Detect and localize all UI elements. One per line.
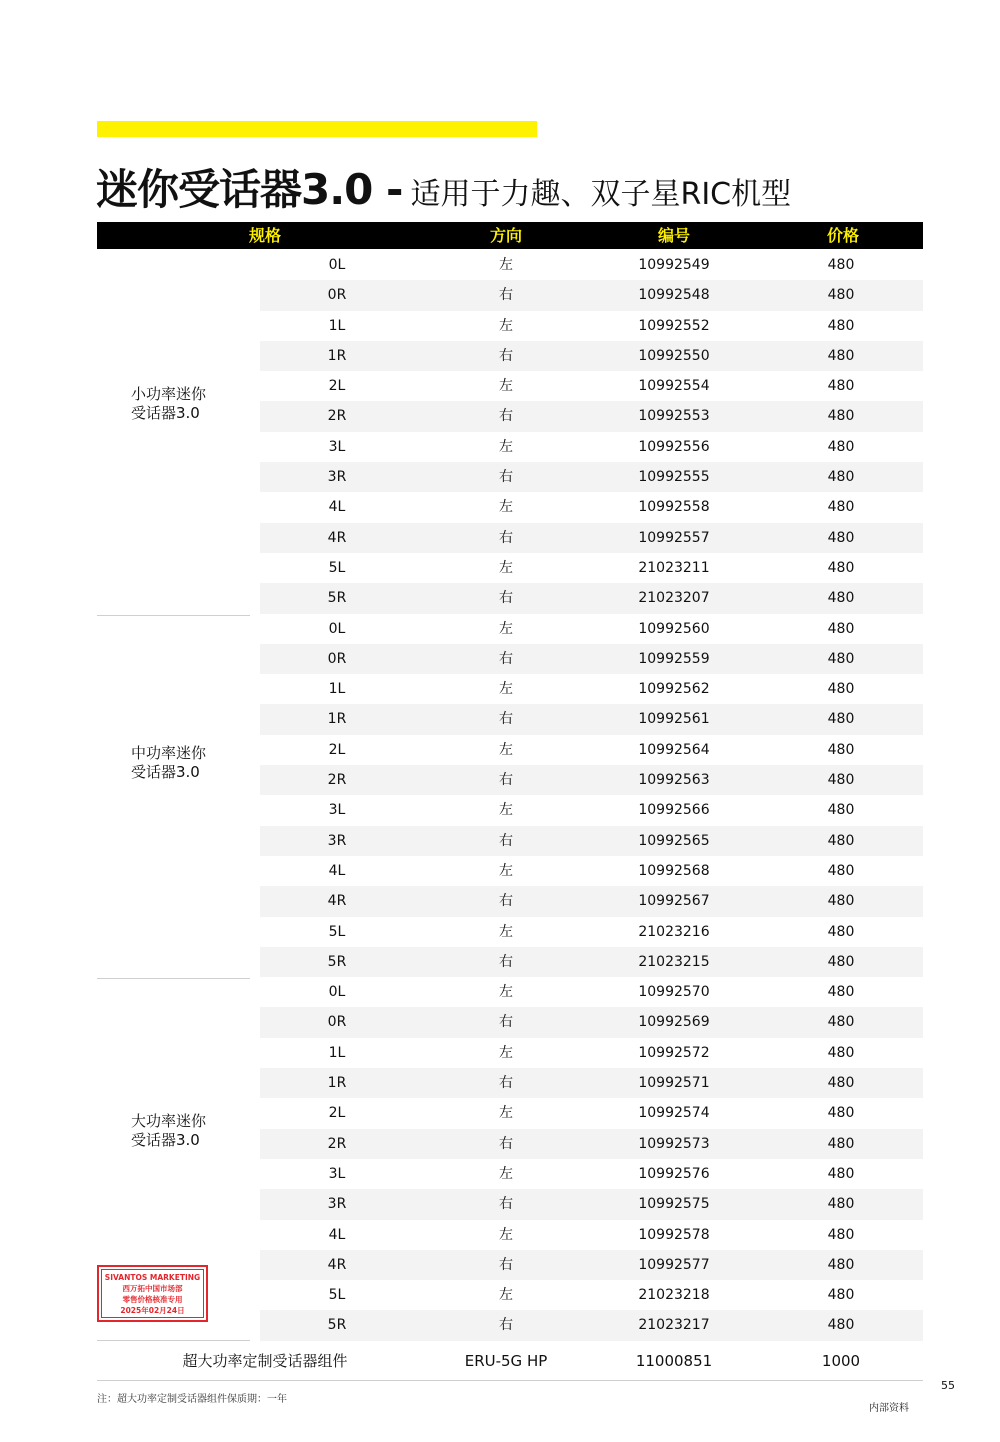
- cell-code: 10992565: [638, 832, 710, 849]
- cell-direction: 左: [499, 559, 513, 576]
- table-row: [260, 492, 923, 522]
- cell-direction: 左: [499, 741, 513, 758]
- table-row: [260, 704, 923, 734]
- cell-code: 10992552: [638, 317, 710, 334]
- cell-direction: 右: [499, 529, 513, 546]
- table-row: [260, 553, 923, 583]
- cell-price: 1000: [821, 1352, 861, 1370]
- cell-code: 10992561: [638, 711, 710, 728]
- cell-code: 10992560: [638, 620, 710, 637]
- group-label-line: 受话器3.0: [131, 763, 200, 781]
- cell-spec: 5L: [328, 559, 346, 576]
- cell-price: 480: [827, 862, 855, 879]
- cell-direction: 右: [499, 772, 513, 789]
- table-row: [260, 674, 923, 704]
- group-label-small-power: [131, 385, 206, 423]
- group-label-line: 受话器3.0: [131, 1131, 200, 1149]
- cell-spec: 1L: [328, 1044, 346, 1061]
- group-label-medium-power: [131, 744, 206, 782]
- group-label-line: 受话器3.0: [131, 404, 200, 422]
- cell-direction: 左: [499, 681, 513, 698]
- column-header-price: 价格: [826, 226, 860, 245]
- cell-price: 480: [827, 1044, 855, 1061]
- cell-direction: 右: [499, 650, 513, 667]
- cell-spec: 4L: [328, 1226, 346, 1243]
- table-row: [260, 401, 923, 431]
- table-row: [260, 1310, 923, 1340]
- table-row: [260, 1098, 923, 1128]
- table-row: [260, 371, 923, 401]
- table-row: [260, 795, 923, 825]
- cell-direction: 右: [499, 590, 513, 607]
- table-row: [260, 583, 923, 613]
- table-row: [260, 856, 923, 886]
- cell-direction: 左: [499, 257, 513, 273]
- cell-code: 10992574: [638, 1105, 710, 1122]
- cell-spec: 4L: [328, 862, 346, 879]
- cell-spec: 4L: [328, 499, 346, 516]
- table-row: [260, 311, 923, 341]
- cell-price: 480: [827, 590, 855, 607]
- cell-spec: 2L: [328, 741, 346, 758]
- cell-direction: 左: [499, 1226, 513, 1243]
- table-body: [260, 250, 923, 1341]
- table-row: [260, 250, 923, 280]
- cell-price: 480: [827, 681, 855, 698]
- table-row: [260, 886, 923, 916]
- column-header-direction: 方向: [489, 226, 523, 245]
- column-header-spec: 规格: [248, 226, 282, 245]
- table-row: [260, 1189, 923, 1219]
- title-main: 迷你受话器3.0 -: [96, 165, 403, 214]
- cell-direction: 左: [499, 1105, 513, 1122]
- cell-direction: 右: [499, 953, 513, 970]
- cell-price: 480: [827, 1135, 855, 1152]
- table-row: [260, 523, 923, 553]
- table-row: [260, 947, 923, 977]
- cell-price: 480: [827, 1014, 855, 1031]
- cell-spec: 1L: [328, 317, 346, 334]
- cell-price: 480: [827, 1075, 855, 1092]
- cell-code: 10992559: [638, 650, 710, 667]
- cell-spec: 2R: [327, 408, 347, 425]
- cell-price: 480: [827, 378, 855, 395]
- cell-direction: 左: [499, 862, 513, 879]
- cell-spec: 2R: [327, 1135, 347, 1152]
- cell-spec: ERU-5G HP: [464, 1352, 548, 1370]
- cell-code: 10992573: [638, 1135, 710, 1152]
- table-row: [260, 1280, 923, 1310]
- cell-spec: 3L: [328, 438, 346, 455]
- stamp-line: SIVANTOS MARKETING: [104, 1273, 201, 1282]
- cell-direction: 左: [499, 317, 513, 334]
- table-row: [260, 1007, 923, 1037]
- cell-price: 480: [827, 772, 855, 789]
- cell-spec: 2L: [328, 378, 346, 395]
- cell-spec: 0L: [328, 984, 346, 1001]
- cell-code: 10992563: [638, 772, 710, 789]
- stamp-line: 零售价格核准专用: [122, 1295, 183, 1304]
- cell-code: 10992572: [638, 1044, 710, 1061]
- stamp-line: 西万拓中国市场部: [122, 1284, 183, 1293]
- cell-code: 10992548: [638, 287, 710, 304]
- column-header-code: 编号: [657, 226, 691, 245]
- cell-code: 10992567: [638, 893, 710, 910]
- table-row: [260, 826, 923, 856]
- table-row: [260, 1159, 923, 1189]
- internal-label: 内部资料: [869, 1403, 909, 1414]
- cell-direction: 右: [499, 1135, 513, 1152]
- cell-name: 超大功率定制受话器组件: [182, 1352, 348, 1370]
- cell-direction: 右: [499, 1196, 513, 1213]
- table-row: [260, 765, 923, 795]
- cell-price: 480: [827, 711, 855, 728]
- group-label-high-power: [131, 1112, 206, 1150]
- cell-spec: 3R: [327, 832, 347, 849]
- group-divider: [97, 615, 250, 616]
- cell-price: 480: [827, 347, 855, 364]
- cell-code: 10992562: [638, 681, 710, 698]
- group-divider: [97, 1340, 250, 1341]
- cell-price: 480: [827, 923, 855, 940]
- cell-spec: 1R: [327, 711, 347, 728]
- table-row: [260, 1129, 923, 1159]
- cell-spec: 2R: [327, 772, 347, 789]
- cell-code: 10992557: [638, 529, 710, 546]
- title-subtitle: 适用于力趣、双子星RIC机型: [410, 177, 792, 212]
- cell-direction: 左: [499, 620, 513, 637]
- cell-code: 10992568: [638, 862, 710, 879]
- table-row: [260, 735, 923, 765]
- cell-direction: 右: [499, 408, 513, 425]
- cell-price: 480: [827, 650, 855, 667]
- cell-code: 10992570: [638, 984, 710, 1001]
- cell-direction: 左: [499, 499, 513, 516]
- cell-direction: 右: [499, 711, 513, 728]
- table-row: [260, 341, 923, 371]
- cell-spec: 0R: [327, 650, 347, 667]
- cell-spec: 3R: [327, 469, 347, 486]
- cell-spec: 1R: [327, 1075, 347, 1092]
- cell-direction: 右: [499, 469, 513, 486]
- cell-direction: 右: [499, 893, 513, 910]
- cell-direction: 右: [499, 1075, 513, 1092]
- cell-price: 480: [827, 802, 855, 819]
- cell-direction: 左: [499, 438, 513, 455]
- cell-code: 10992556: [638, 438, 710, 455]
- cell-code: 10992554: [638, 378, 710, 395]
- cell-code: 21023218: [638, 1287, 710, 1304]
- accent-bar: [97, 121, 537, 137]
- cell-price: 480: [827, 1317, 855, 1334]
- cell-spec: 0L: [328, 257, 346, 273]
- cell-spec: 4R: [327, 893, 347, 910]
- group-label-line: 大功率迷你: [131, 1112, 207, 1130]
- cell-price: 480: [827, 287, 855, 304]
- cell-code: 21023207: [638, 590, 710, 607]
- table-row-custom-receiver: [97, 1344, 923, 1378]
- cell-spec: 0L: [328, 620, 346, 637]
- cell-code: 10992558: [638, 499, 710, 516]
- cell-price: 480: [827, 620, 855, 637]
- cell-direction: 右: [499, 1256, 513, 1273]
- cell-code: 10992578: [638, 1226, 710, 1243]
- cell-price: 480: [827, 257, 855, 273]
- cell-price: 480: [827, 1165, 855, 1182]
- table-row: [260, 917, 923, 947]
- cell-code: 10992555: [638, 469, 710, 486]
- cell-spec: 4R: [327, 529, 347, 546]
- cell-direction: 右: [499, 287, 513, 304]
- cell-price: 480: [827, 529, 855, 546]
- cell-code: 10992550: [638, 347, 710, 364]
- cell-code: 10992575: [638, 1196, 710, 1213]
- page-number: 55: [941, 1379, 955, 1392]
- cell-direction: 右: [499, 1317, 513, 1334]
- cell-code: 10992577: [638, 1256, 710, 1273]
- cell-code: 10992569: [638, 1014, 710, 1031]
- cell-code: 10992576: [638, 1165, 710, 1182]
- cell-price: 480: [827, 1196, 855, 1213]
- cell-direction: 左: [499, 1044, 513, 1061]
- group-label-line: 小功率迷你: [131, 385, 207, 403]
- cell-spec: 2L: [328, 1105, 346, 1122]
- cell-spec: 3L: [328, 802, 346, 819]
- cell-spec: 5R: [327, 590, 347, 607]
- cell-spec: 5R: [327, 1317, 347, 1334]
- cell-price: 480: [827, 741, 855, 758]
- cell-spec: 1L: [328, 681, 346, 698]
- approval-stamp: [97, 1265, 208, 1322]
- cell-spec: 5L: [328, 1287, 346, 1304]
- cell-spec: 0R: [327, 1014, 347, 1031]
- cell-price: 480: [827, 1287, 855, 1304]
- cell-direction: 左: [499, 1165, 513, 1182]
- cell-price: 480: [827, 317, 855, 334]
- cell-spec: 5R: [327, 953, 347, 970]
- cell-direction: 左: [499, 923, 513, 940]
- cell-spec: 0R: [327, 287, 347, 304]
- cell-price: 480: [827, 469, 855, 486]
- table-row: [260, 644, 923, 674]
- cell-spec: 1R: [327, 347, 347, 364]
- footnote: 注：超大功率定制受话器组件保质期：一年: [97, 1394, 287, 1405]
- cell-spec: 4R: [327, 1256, 347, 1273]
- cell-price: 480: [827, 1105, 855, 1122]
- cell-code: 21023211: [638, 559, 710, 576]
- table-row: [260, 1250, 923, 1280]
- cell-code: 21023216: [638, 923, 710, 940]
- cell-code: 10992566: [638, 802, 710, 819]
- cell-price: 480: [827, 832, 855, 849]
- cell-direction: 右: [499, 832, 513, 849]
- table-row: [260, 1068, 923, 1098]
- cell-direction: 右: [499, 347, 513, 364]
- cell-price: 480: [827, 984, 855, 1001]
- cell-direction: 左: [499, 802, 513, 819]
- cell-price: 480: [827, 1226, 855, 1243]
- stamp-line: 2025年02月24日: [120, 1306, 185, 1315]
- cell-price: 480: [827, 499, 855, 516]
- cell-direction: 左: [499, 1287, 513, 1304]
- table-row: [260, 462, 923, 492]
- cell-direction: 右: [499, 1014, 513, 1031]
- cell-code: 10992553: [638, 408, 710, 425]
- cell-spec: 3R: [327, 1196, 347, 1213]
- table-row: [260, 1038, 923, 1068]
- cell-price: 480: [827, 438, 855, 455]
- table-bottom-divider: [97, 1380, 923, 1381]
- group-label-line: 中功率迷你: [131, 744, 207, 762]
- cell-price: 480: [827, 559, 855, 576]
- table-row: [260, 977, 923, 1007]
- cell-code: 10992549: [638, 257, 710, 273]
- cell-direction: 左: [499, 984, 513, 1001]
- table-row: [260, 280, 923, 310]
- table-row: [260, 1220, 923, 1250]
- cell-code: 21023215: [638, 953, 710, 970]
- cell-code: 10992564: [638, 741, 710, 758]
- table-row: [260, 432, 923, 462]
- cell-code: 10992571: [638, 1075, 710, 1092]
- cell-code: 21023217: [638, 1317, 710, 1334]
- cell-code: 11000851: [635, 1352, 713, 1370]
- table-row: [260, 614, 923, 644]
- cell-spec: 3L: [328, 1165, 346, 1182]
- cell-price: 480: [827, 893, 855, 910]
- cell-spec: 5L: [328, 923, 346, 940]
- cell-price: 480: [827, 408, 855, 425]
- page-title: [96, 160, 791, 229]
- cell-direction: 左: [499, 378, 513, 395]
- group-divider: [97, 978, 250, 979]
- cell-price: 480: [827, 1256, 855, 1273]
- table-header: [97, 222, 923, 249]
- cell-price: 480: [827, 953, 855, 970]
